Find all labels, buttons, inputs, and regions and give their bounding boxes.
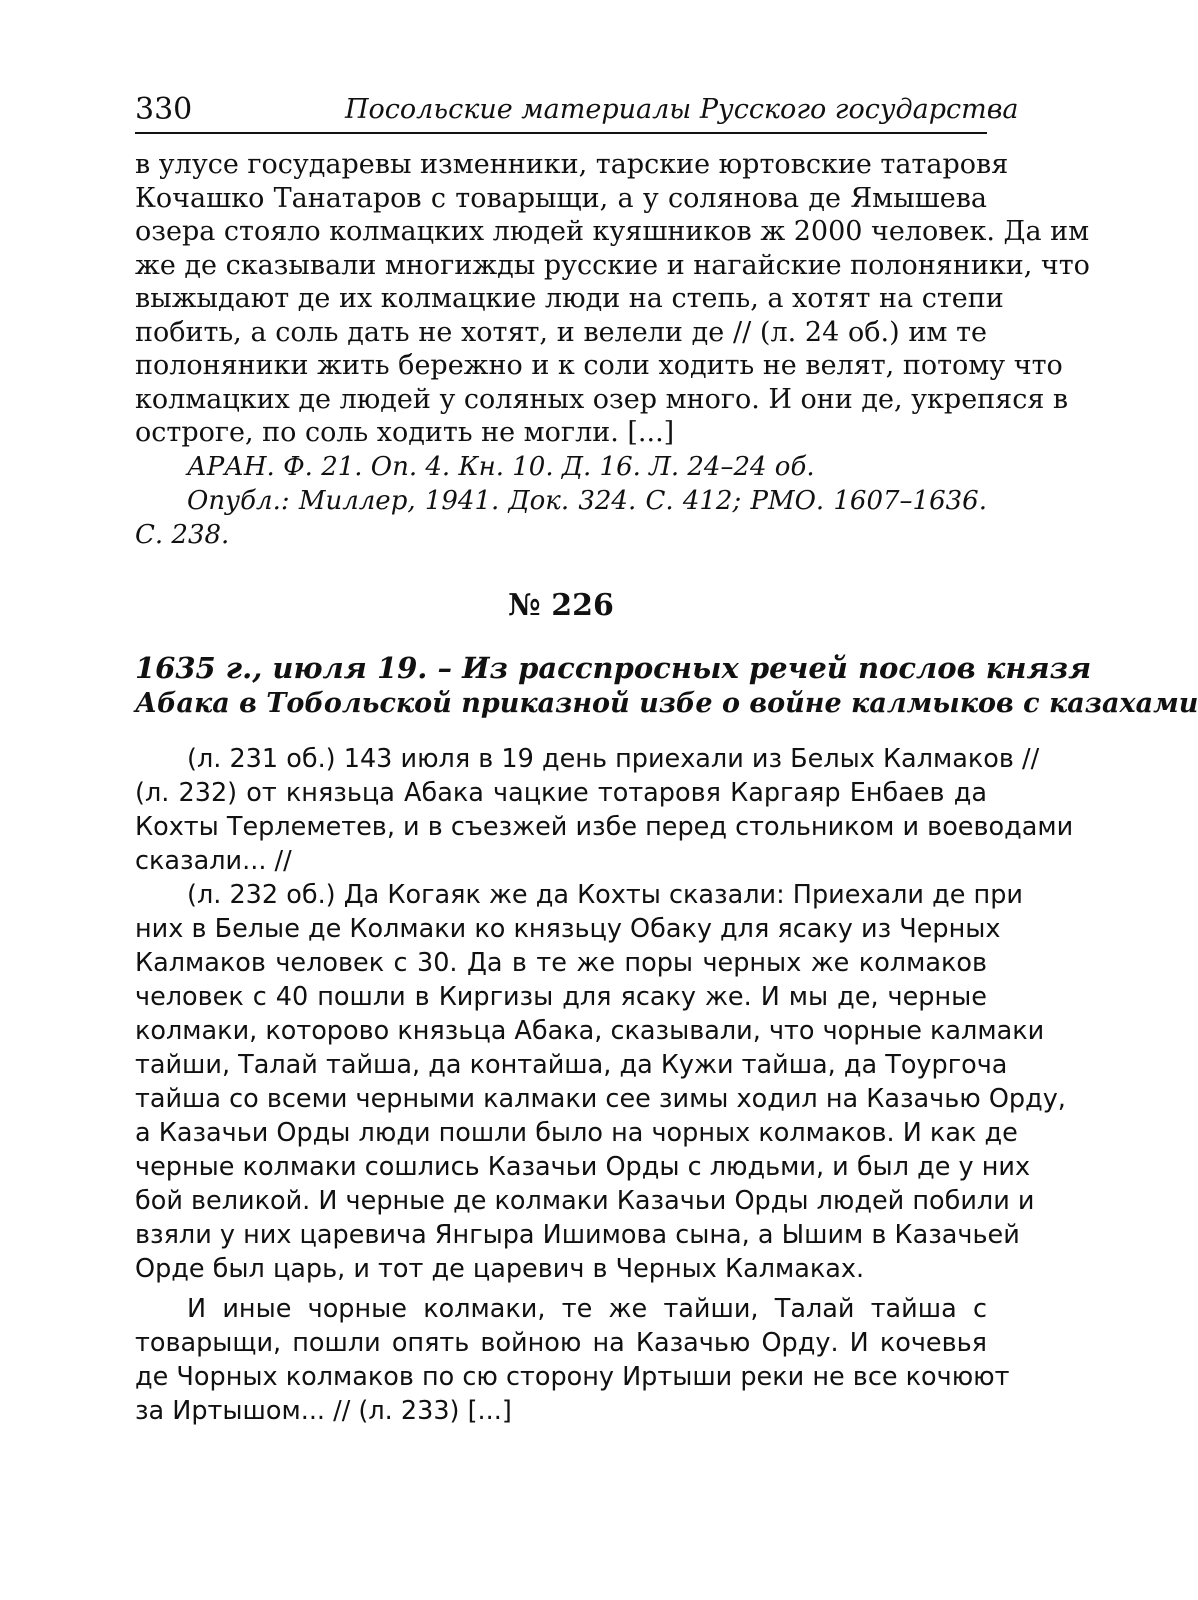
- publication-reference: Опубл.: Миллер, 1941. Док. 324. С. 412; РМО. 1607–1636.: [187, 485, 987, 516]
- text-line: бой великой. И черные де колмаки Казачьи Орды людей побили и: [135, 1185, 1035, 1216]
- text-line: тайша со всеми черными калмаки сее зимы ходил на Казачью Орду,: [135, 1083, 1066, 1114]
- text-line: Калмаков человек с 30. Да в те же поры черных же колмаков: [135, 947, 987, 978]
- text-line: (л. 232) от князьца Абака чацкие тотаровя Каргаяр Енбаев да: [135, 777, 987, 808]
- text-line: колмацких де людей у соляных озер много. И они де, укрепяся в: [135, 383, 1069, 415]
- text-line: тайши, Талай тайша, да контайша, да Кужи тайша, да Тоургоча: [135, 1049, 1008, 1080]
- text-line: взяли у них царевича Янгыра Ишимова сына, а Ышим в Казачьей: [135, 1219, 1020, 1250]
- text-line: товарыщи, пошли опять войною на Казачью Орду. И кочевья: [135, 1327, 987, 1358]
- text-line: озера стояло колмацких людей куяшников ж 2000 человек. Да им: [135, 216, 1090, 247]
- text-line: (л. 231 об.) 143 июля в 19 день приехали из Белых Калмаков //: [187, 743, 1040, 774]
- paragraph-continued: [135, 148, 1090, 450]
- text-line: Орде был царь, и тот де царевич в Черных Калмаках.: [135, 1253, 865, 1284]
- text-line: выжыдают де их колмацкие люди на степь, а хотят на степи: [135, 283, 1004, 314]
- text-line: И иные чорные колмаки, те же тайши, Талай тайша с: [187, 1293, 987, 1324]
- page-header: [135, 88, 1019, 134]
- text-line: остроге, по соль ходить не могли. [...]: [135, 417, 675, 448]
- text-line: в улусе государевы изменники, тарские юртовские татаровя: [135, 149, 1009, 180]
- text-line: (л. 232 об.) Да Когаяк же да Кохты сказали: Приехали де при: [187, 879, 1023, 910]
- text-line: человек с 40 пошли в Киргизы для ясаку же. И мы де, черные: [135, 981, 987, 1012]
- text-line: а Казачьи Орды люди пошли было на чорных колмаков. И как де: [135, 1117, 1018, 1148]
- text-line: де Чорных колмаков по сю сторону Иртыши реки не все кочюют: [135, 1361, 1010, 1392]
- text-line: них в Белые де Колмаки ко князьцу Обаку для ясаку из Черных: [135, 913, 1001, 944]
- text-line: за Иртышом... // (л. 233) [...]: [135, 1395, 512, 1426]
- text-line: сказали... //: [135, 845, 292, 876]
- text-line: же де сказывали многижды русские и нагайские полоняники, что: [135, 249, 1090, 281]
- document-body: [135, 742, 1074, 1428]
- document-title-line1: 1635 г., июля 19. – Из расспросных речей послов князя: [135, 650, 1092, 685]
- running-title: Посольские материалы Русского государства: [345, 94, 1019, 125]
- page-number: 330: [135, 92, 193, 127]
- text-line: полоняники жить бережно и к соли ходить не велят, потому что: [135, 350, 1063, 381]
- document-title: [135, 650, 1198, 722]
- document-page: [135, 88, 1198, 1428]
- text-line: Кохты Терлеметев, и в съезжей избе перед стольником и воеводами: [135, 811, 1074, 842]
- document-title-line2: Абака в Тобольской приказной избе о войне калмыков с казахами: [135, 687, 1198, 719]
- archive-reference: [135, 450, 987, 552]
- document-number: № 226: [508, 587, 614, 623]
- publication-reference-cont: С. 238.: [135, 519, 230, 550]
- text-line: черные колмаки сошлись Казачьи Орды с людьми, и был де у них: [135, 1151, 1031, 1182]
- text-line: побить, а соль дать не хотят, и велели де // (л. 24 об.) им те: [135, 316, 987, 348]
- archive-source: АРАН. Ф. 21. Оп. 4. Кн. 10. Д. 16. Л. 24–24 об.: [187, 451, 815, 482]
- text-line: Кочашко Танатаров с товарыщи, а у солянова де Ямышева: [135, 182, 987, 214]
- text-line: колмаки, которово князьца Абака, сказывали, что чорные калмаки: [135, 1015, 1045, 1046]
